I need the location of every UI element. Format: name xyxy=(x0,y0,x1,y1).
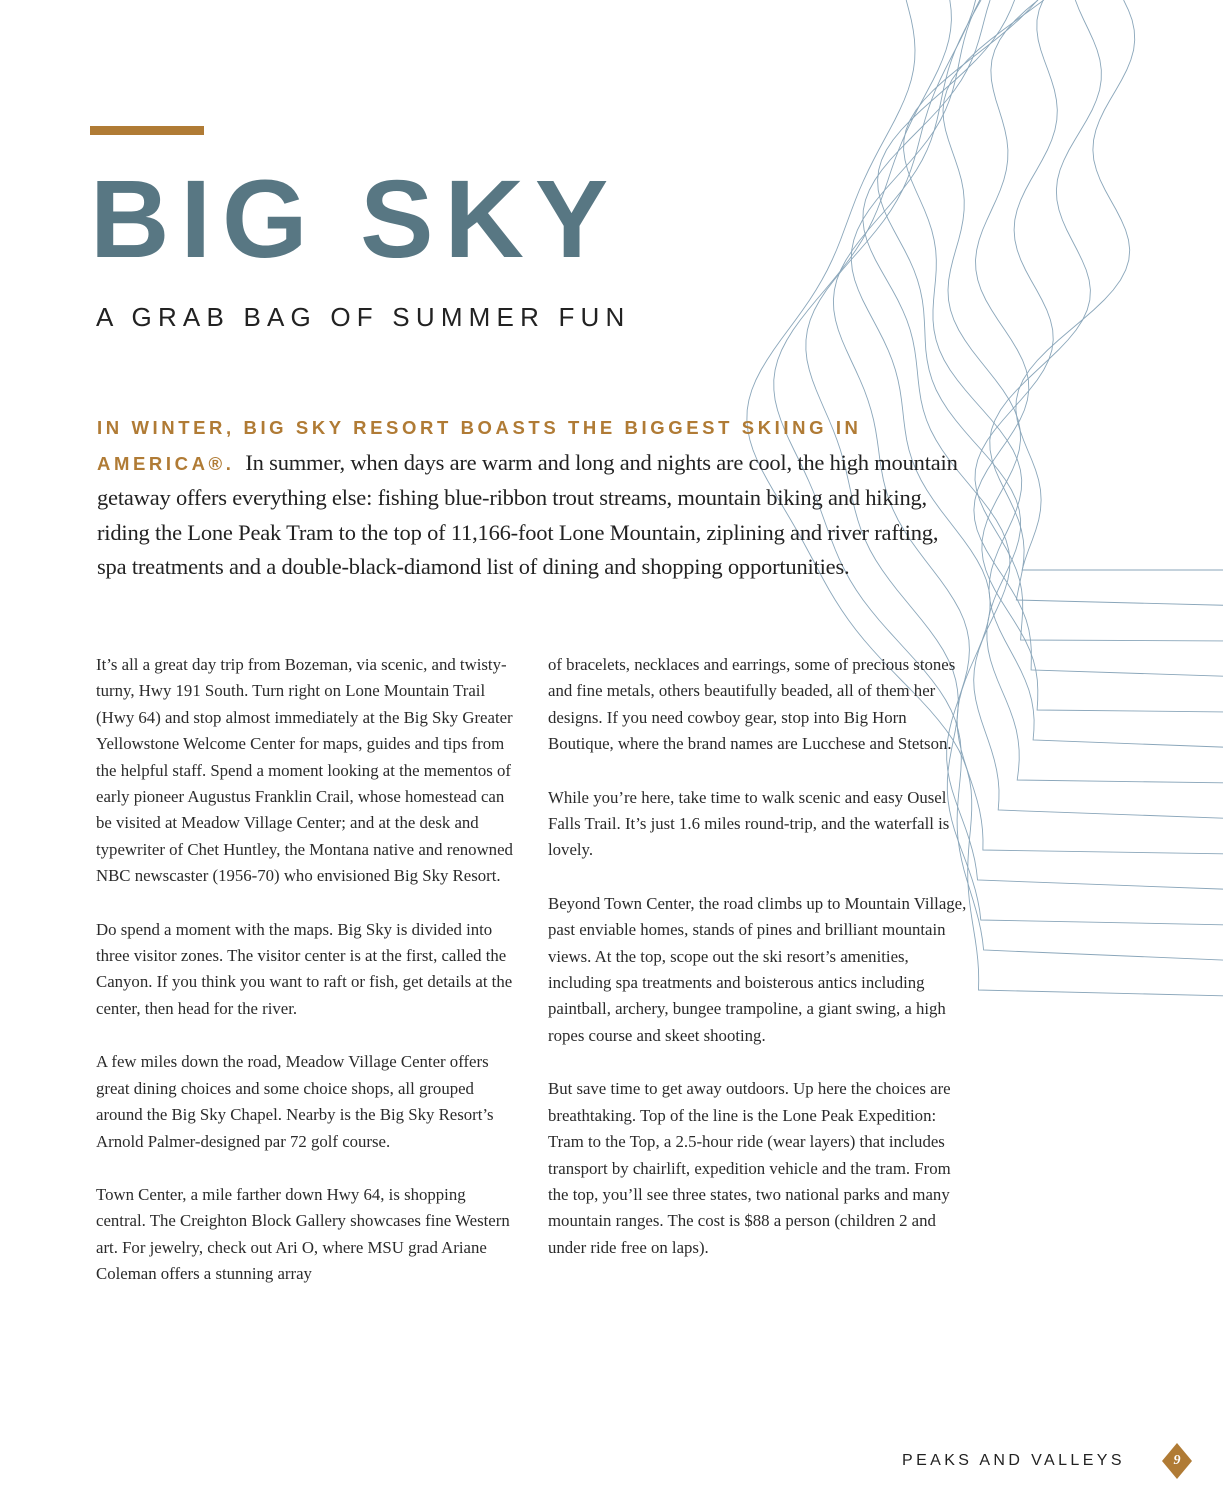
publication-name: PEAKS AND VALLEYS xyxy=(902,1452,1125,1469)
contour-line xyxy=(974,0,1223,677)
page-number: 9 xyxy=(1173,1453,1181,1468)
intro-lead-caps: IN WINTER, BIG SKY RESORT BOASTS THE BIGGEST SKIING IN AMERICA®. xyxy=(97,417,862,474)
page-subtitle: A GRAB BAG OF SUMMER FUN xyxy=(96,302,631,332)
contour-line xyxy=(990,0,1223,606)
page-number-badge xyxy=(1161,1443,1193,1479)
intro-body: In summer, when days are warm and long and nights are cool, the high mountain getaway offers everything else: fishing blue-ribbon trout streams, mountain biking and hiking, riding the Lone Peak Tram to the top of 11,166-foot Lone Mountain, ziplining and river rafting, spa treatments and a double-black-diamond list of dining and shopping opportunities. xyxy=(97,449,958,579)
body-paragraph: Town Center, a mile farther down Hwy 64, is shopping central. The Creighton Block Gallery showcases fine Western art. For jewelry, check out Ari O, where MSU grad Ariane Coleman offers a stunning array xyxy=(96,1184,510,1284)
page-title: BIG SKY xyxy=(90,158,620,281)
left-column xyxy=(96,652,516,1315)
right-column xyxy=(548,652,968,1288)
contour-line xyxy=(904,0,1223,748)
body-paragraph: A few miles down the road, Meadow Village Center offers great dining choices and some choice shops, all grouped around the Big Sky Chapel. Nearby is the Big Sky Resort’s Arnold Palmer-designed par 72 golf course. xyxy=(96,1052,494,1151)
contour-line xyxy=(975,0,1223,641)
body-paragraph: of bracelets, necklaces and earrings, some of precious stones and fine metals, others beautifully beaded, all of them her designs. If you need cowboy gear, stop into Big Horn Boutique, where the brand names are Lucchese and Stetson. xyxy=(548,655,956,754)
body-paragraph: But save time to get away outdoors. Up here the choices are breathtaking. Top of the line is the Lone Peak Expedition: Tram to the Top, a 2.5-hour ride (wear layers) that includes transport by chairlift, expedition vehicle and the tram. From the top, you’ll see three states, two national parks and many mountain ranges. The cost is $88 a person (children 2 and under ride free on laps). xyxy=(548,1079,951,1257)
contour-line xyxy=(943,0,1223,712)
intro-paragraph xyxy=(97,410,967,585)
body-paragraph: Beyond Town Center, the road climbs up to Mountain Village, past enviable homes, stands of pines and brilliant mountain views. At the top, scope out the ski resort’s amenities, including spa treatments and boisterous antics including paintball, archery, bungee trampoline, a giant swing, a high ropes course and skeet shooting. xyxy=(548,893,967,1045)
contour-line xyxy=(1016,0,1223,570)
accent-rule xyxy=(90,126,204,135)
body-paragraph: It’s all a great day trip from Bozeman, via scenic, and twisty-turny, Hwy 191 South. Turn right on Lone Mountain Trail (Hwy 64) and stop almost immediately at the Big Sky Greater Yellowstone Welcome Center for maps, guides and tips from the helpful staff. Spend a moment looking at the mementos of early pioneer Augustus Franklin Crail, whose homestead can be visited at Meadow Village Center; and at the desk and typewriter of Chet Huntley, the Montana native and renowned NBC newscaster (1956-70) who envisioned Big Sky Resort. xyxy=(96,655,513,886)
body-paragraph: While you’re here, take time to walk scenic and easy Ousel Falls Trail. It’s just 1.6 miles round-trip, and the waterfall is lovely. xyxy=(548,787,950,860)
body-paragraph: Do spend a moment with the maps. Big Sky is divided into three visitor zones. The visitor center is at the first, called the Canyon. If you think you want to raft or fish, get details at the center, then head for the river. xyxy=(96,919,513,1018)
